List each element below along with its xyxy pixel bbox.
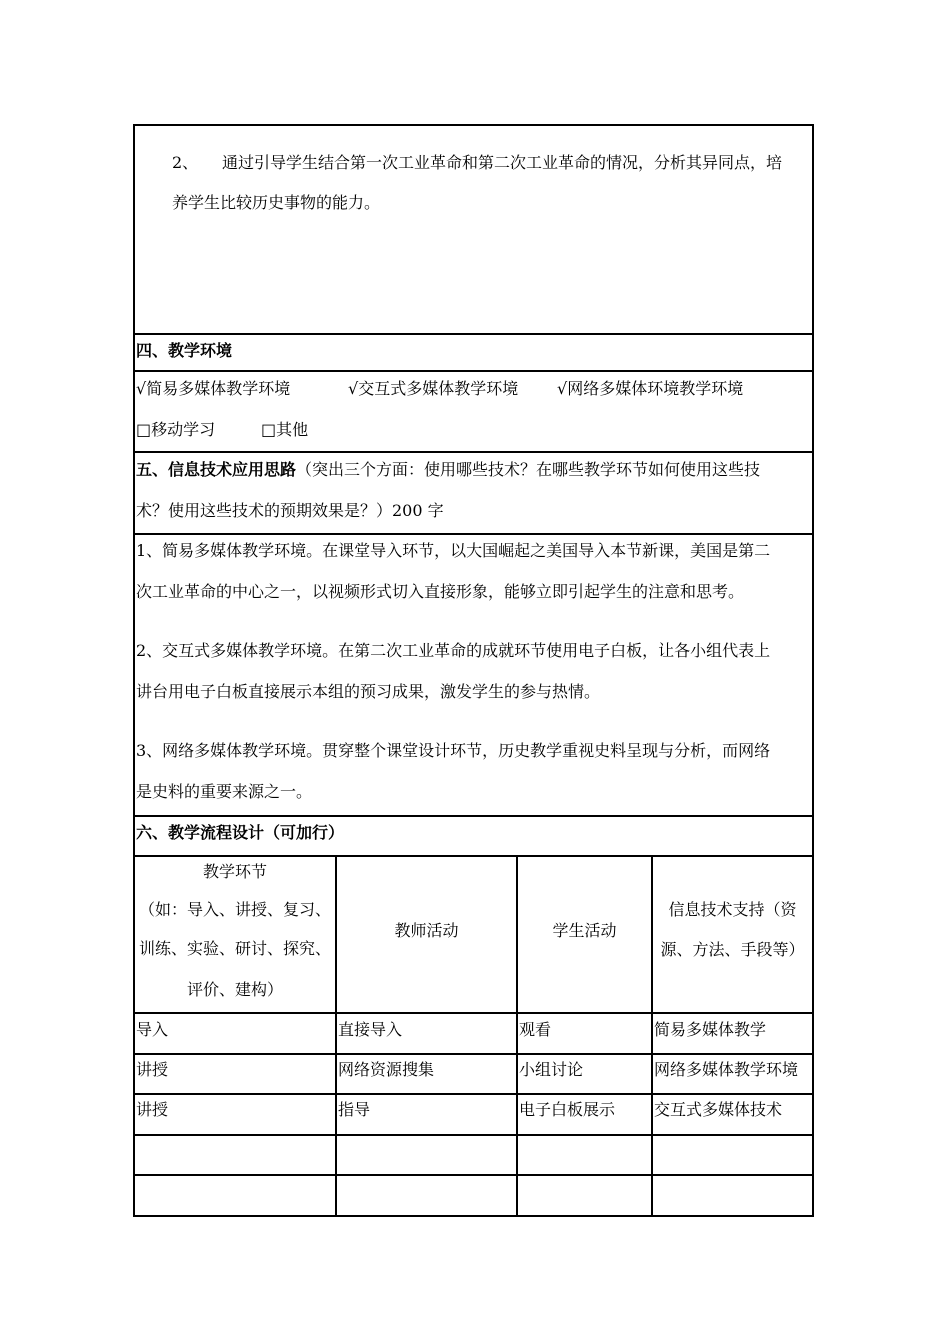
item2-line1: 通过引导学生结合第一次工业革命和第二次工业革命的情况，分析其异同点，培 — [222, 153, 783, 172]
section5-para3-line2: 是史料的重要来源之一。 — [136, 782, 313, 801]
table-cell: 直接导入 — [338, 1020, 403, 1039]
rule-section5-body — [133, 533, 814, 535]
header-col4-line2: 源、方法、手段等） — [660, 940, 805, 959]
table-cell: 小组讨论 — [519, 1060, 584, 1079]
header-col1-line4: 评价、建构） — [186, 980, 283, 999]
table-cell: 电子白板展示 — [519, 1100, 616, 1119]
table-cell: 讲授 — [136, 1060, 169, 1079]
table-cell: 指导 — [338, 1100, 371, 1119]
table-cell: 网络资源搜集 — [338, 1060, 435, 1079]
table-cell: 观看 — [519, 1020, 552, 1039]
rule-row5 — [133, 1174, 814, 1176]
check-mark-icon: √ — [136, 379, 147, 398]
col-divider-1 — [335, 855, 337, 1216]
section5-para2-line2: 讲台用电子白板直接展示本组的预习成果，激发学生的参与热情。 — [136, 682, 601, 701]
rule-row4 — [133, 1134, 814, 1136]
check-mark-icon: √ — [557, 379, 568, 398]
env-option-network — [557, 379, 743, 399]
rule-section6 — [133, 815, 814, 817]
section5-title-note: （突出三个方面：使用哪些技术？在哪些教学环节如何使用这些技 — [296, 460, 761, 479]
rule-section5 — [133, 451, 814, 453]
env-option-label: 交互式多媒体教学环境 — [358, 379, 519, 398]
table-cell: 简易多媒体教学 — [654, 1020, 767, 1039]
section5-para1-line1: 1、简易多媒体教学环境。在课堂导入环节，以大国崛起之美国导入本节新课，美国是第二 — [136, 541, 771, 560]
col-divider-2 — [516, 855, 518, 1216]
env-option-label: 简易多媒体教学环境 — [146, 379, 291, 398]
env-option-interactive — [348, 379, 518, 399]
rule-row1 — [133, 1012, 814, 1014]
header-col1-line3: 训练、实验、研讨、探究、 — [138, 939, 331, 958]
env-option-label: 其他 — [276, 420, 309, 439]
section4-title: 四、教学环境 — [136, 341, 233, 360]
section6-title: 六、教学流程设计（可加行） — [136, 823, 345, 842]
env-option-label: 移动学习 — [151, 420, 216, 439]
checkbox-empty-icon: □ — [136, 420, 152, 439]
rule-row2 — [133, 1053, 814, 1055]
item2-line2: 养学生比较历史事物的能力。 — [172, 193, 381, 212]
env-option-other — [261, 420, 308, 440]
section5-title-line1 — [136, 460, 760, 480]
section5-para3-line1: 3、网络多媒体教学环境。贯穿整个课堂设计环节，历史教学重视史料呈现与分析，而网络 — [136, 741, 771, 760]
item2-number: 2、 — [172, 153, 199, 172]
section5-para2-line1: 2、交互式多媒体教学环境。在第二次工业革命的成就环节使用电子白板，让各小组代表上 — [136, 641, 771, 660]
table-cell: 讲授 — [136, 1100, 169, 1119]
section5-title: 五、信息技术应用思路 — [136, 460, 297, 479]
table-cell: 导入 — [136, 1020, 169, 1039]
rule-row3 — [133, 1093, 814, 1095]
header-col1-line1: 教学环节 — [202, 862, 267, 881]
env-option-label: 网络多媒体环境教学环境 — [567, 379, 744, 398]
header-col3: 学生活动 — [552, 921, 617, 940]
section5-para1-line2: 次工业革命的中心之一，以视频形式切入直接形象，能够立即引起学生的注意和思考。 — [136, 582, 745, 601]
header-col4-line1: 信息技术支持（资 — [668, 900, 797, 919]
header-col1-line2: （如：导入、讲授、复习、 — [138, 900, 331, 919]
env-option-mobile — [136, 420, 215, 440]
rule-section4-options — [133, 370, 814, 372]
table-cell: 网络多媒体教学环境 — [654, 1060, 799, 1079]
rule-section4 — [133, 333, 814, 335]
checkbox-empty-icon: □ — [261, 420, 277, 439]
env-option-simple — [136, 379, 290, 399]
table-cell: 交互式多媒体技术 — [654, 1100, 783, 1119]
rule-table-header — [133, 855, 814, 857]
header-col2: 教师活动 — [394, 921, 459, 940]
check-mark-icon: √ — [348, 379, 359, 398]
section5-title-line2: 术？使用这些技术的预期效果是？）200 字 — [136, 501, 444, 520]
